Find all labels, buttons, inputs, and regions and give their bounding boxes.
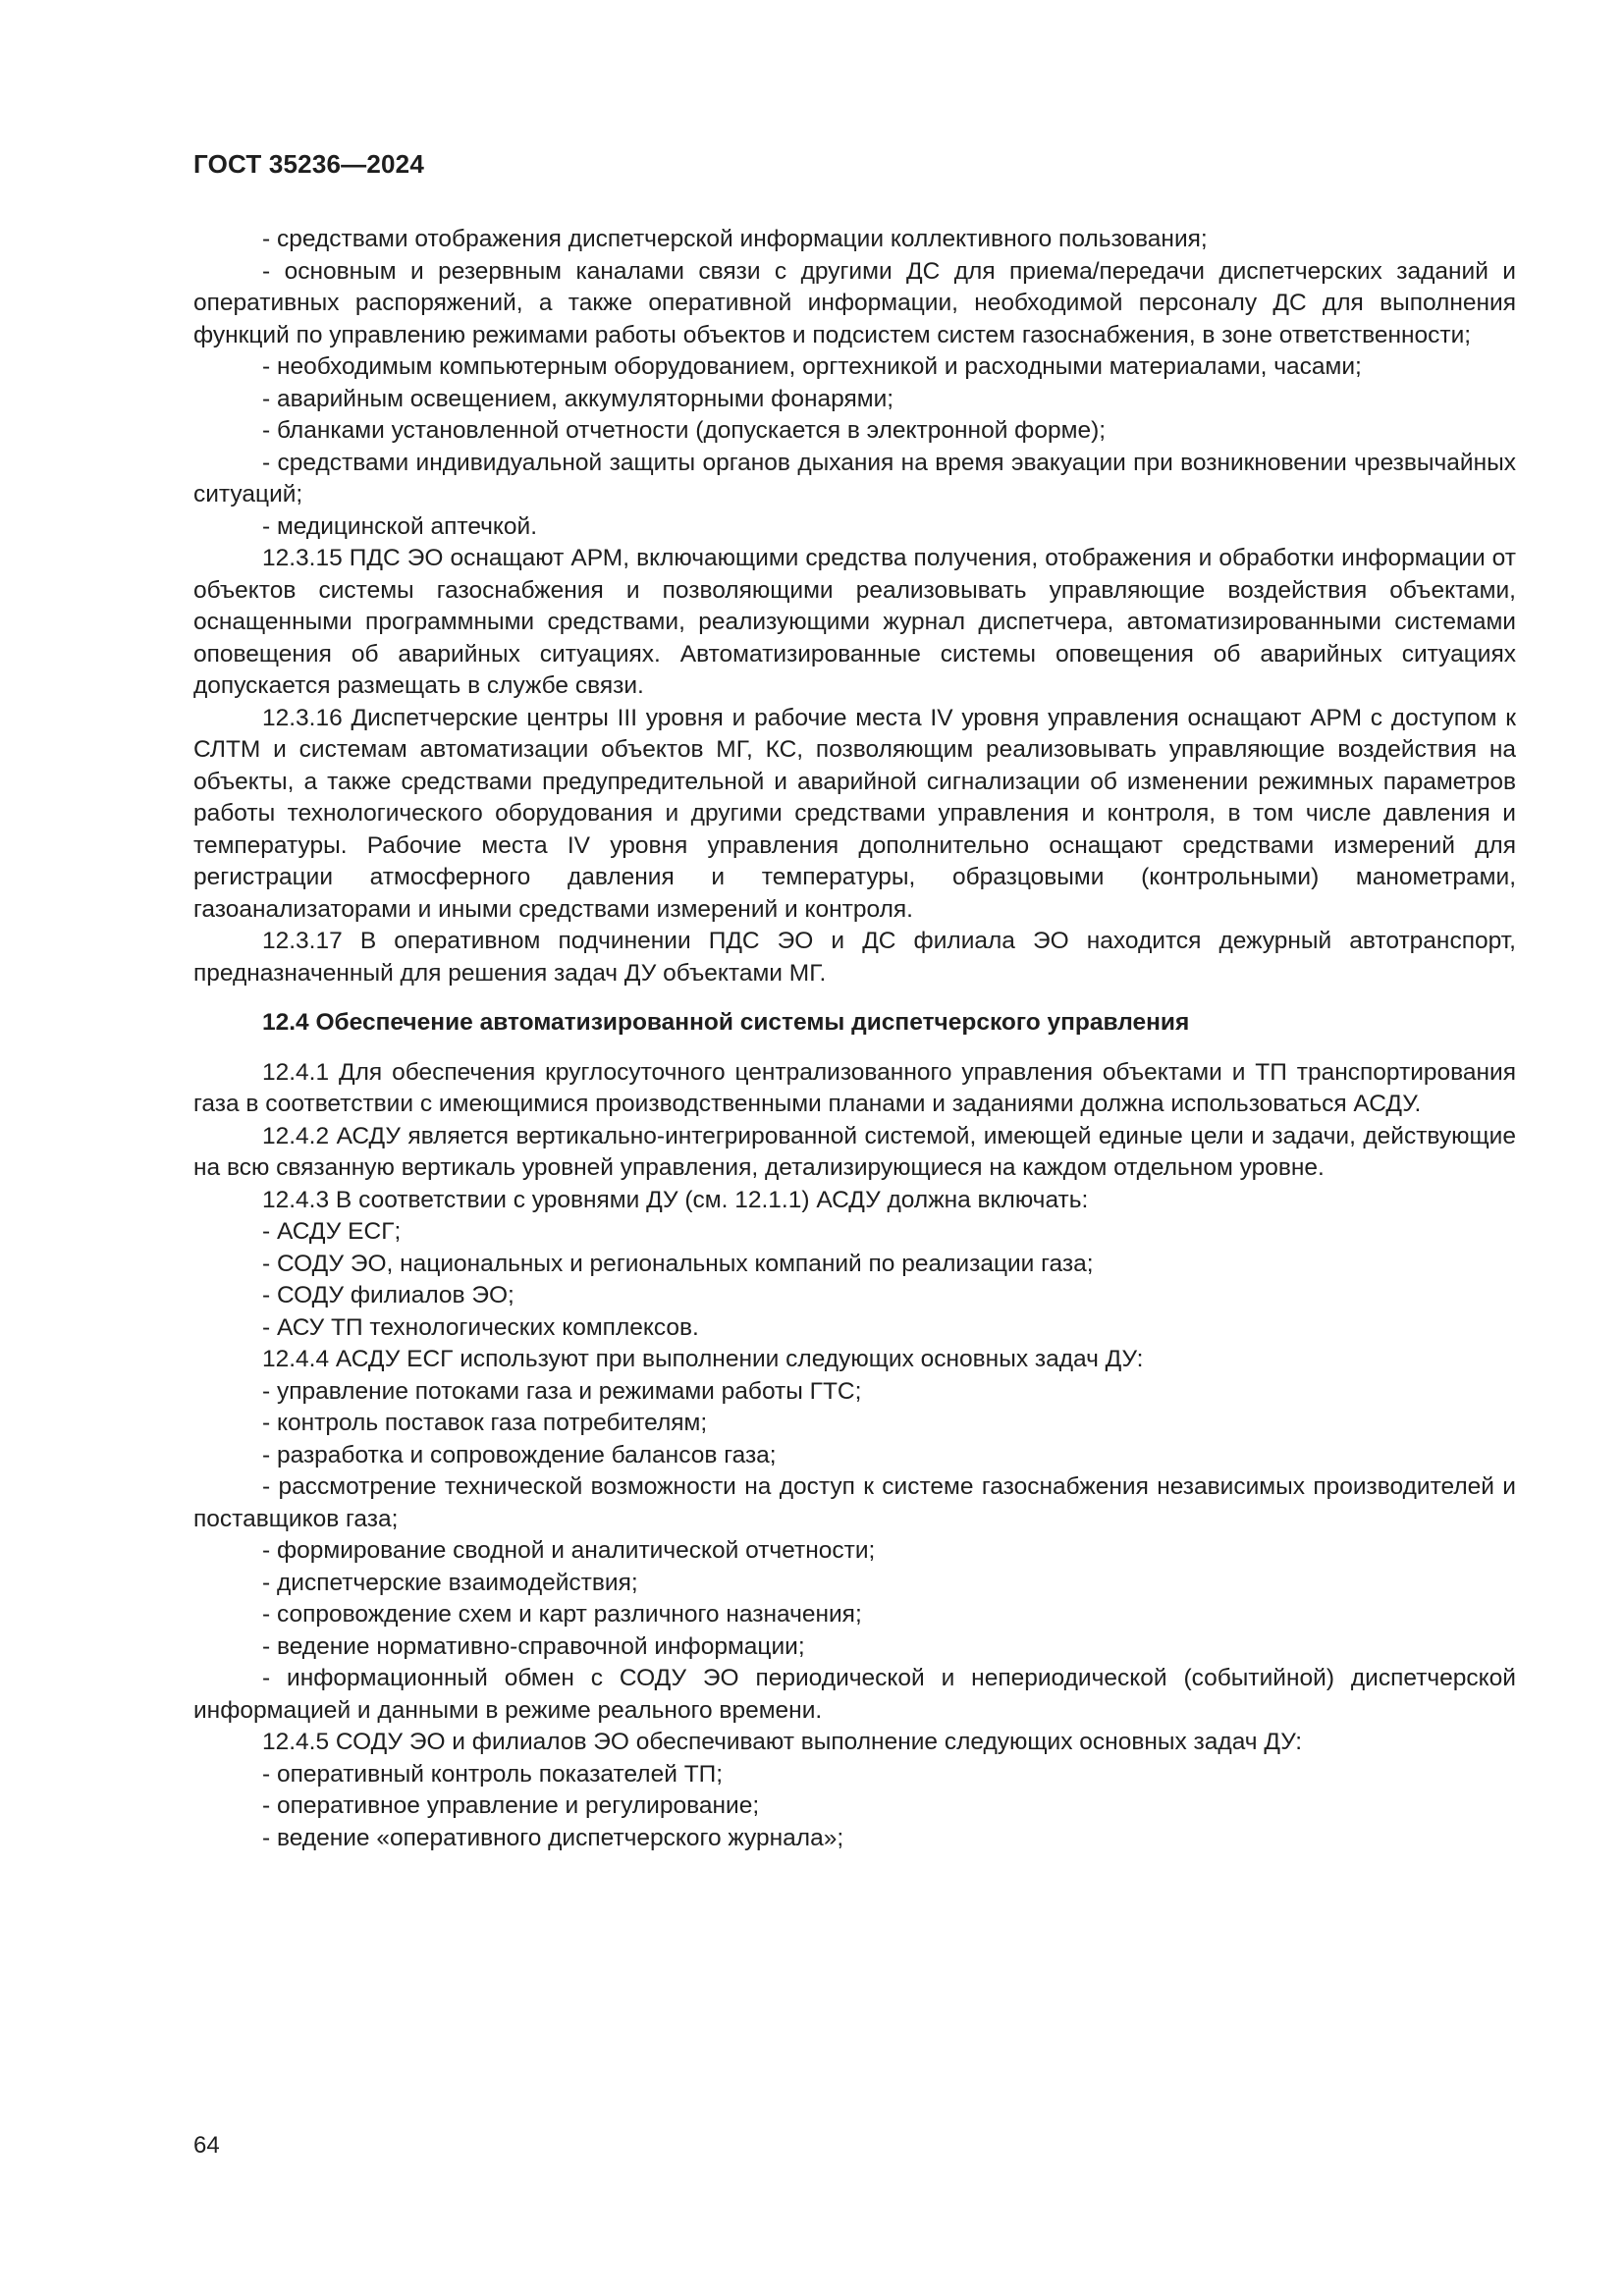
list-item: - ведение нормативно-справочной информации;: [262, 1632, 805, 1660]
list-item: - СОДУ ЭО, национальных и региональных компаний по реализации газа;: [262, 1250, 1094, 1277]
paragraph: - средствами индивидуальной защиты органов дыхания на время эвакуации при возникновении чрезвычайных ситуаций;: [193, 449, 1516, 507]
paragraph: - медицинской аптечкой.: [262, 512, 538, 540]
paragraph: - средствами отображения диспетчерской информации коллективного пользования;: [262, 226, 1208, 252]
list-item: - СОДУ филиалов ЭО;: [262, 1282, 514, 1308]
paragraph: - основным и резервным каналами связи с другими ДС для приема/передачи диспетчерских заданий и оперативных распоряжений, а также оперативной информации, необходимой персоналу ДС для выполнения функций по управлению режимами работы объектов и подсистем систем газоснабжения, в зоне ответственности;: [193, 257, 1516, 348]
paragraph: 12.3.15 ПДС ЭО оснащают АРМ, включающими средства получения, отображения и обработки информации от объектов системы газоснабжения и позволяющими реализовывать управляющие воздействия объектами, оснащенными программными средствами, реализующими журнал диспетчера, автоматизированными системами оповещения об аварийных ситуациях. Автоматизированные системы оповещения об аварийных ситуациях допускается размещать в службе связи.: [193, 545, 1516, 699]
list-item: - сопровождение схем и карт различного назначения;: [262, 1601, 862, 1628]
paragraph: - бланками установленной отчетности (допускается в электронной форме);: [262, 417, 1107, 444]
page-body: [193, 224, 1516, 1854]
document-header: ГОСТ 35236—2024: [193, 149, 424, 179]
list-item: - разработка и сопровождение балансов газа;: [262, 1441, 777, 1468]
page-number: 64: [193, 2132, 220, 2159]
paragraph: 12.3.16 Диспетчерские центры III уровня и рабочие места IV уровня управления оснащают АРМ с доступом к СЛТМ и системам автоматизации объектов МГ, КС, позволяющим реализовывать управляющие воздействия на объекты, а также средствами предупредительной и аварийной сигнализации об изменении режимных параметров работы технологического оборудования и другими средствами управления и контроля, в том числе давления и температуры. Рабочие места IV уровня управления дополнительно оснащают средствами измерений для регистрации атмосферного давления и температуры, образцовыми (контрольными) манометрами, газоанализаторами и иными средствами измерений и контроля.: [193, 704, 1516, 923]
list-item: - ведение «оперативного диспетчерского журнала»;: [262, 1824, 844, 1851]
paragraph: 12.4.3 В соответствии с уровнями ДУ (см. 12.1.1) АСДУ должна включать:: [262, 1186, 1089, 1213]
paragraph: - необходимым компьютерным оборудованием, оргтехникой и расходными материалами, часами;: [262, 353, 1362, 380]
list-item: - оперативное управление и регулирование;: [262, 1792, 760, 1819]
list-item: - АСДУ ЕСГ;: [262, 1218, 402, 1245]
paragraph: - аварийным освещением, аккумуляторными фонарями;: [262, 385, 894, 412]
paragraph: 12.4.4 АСДУ ЕСГ используют при выполнении следующих основных задач ДУ:: [262, 1346, 1144, 1372]
paragraph: 12.4.5 СОДУ ЭО и филиалов ЭО обеспечивают выполнение следующих основных задач ДУ:: [262, 1729, 1303, 1755]
list-item: - контроль поставок газа потребителям;: [262, 1410, 708, 1436]
list-item: - формирование сводной и аналитической отчетности;: [262, 1537, 876, 1564]
section-heading: 12.4 Обеспечение автоматизированной системы диспетчерского управления: [262, 1009, 1190, 1036]
list-item: - диспетчерские взаимодействия;: [262, 1569, 638, 1596]
list-item: - управление потоками газа и режимами работы ГТС;: [262, 1377, 862, 1405]
list-item: - АСУ ТП технологических комплексов.: [262, 1313, 699, 1341]
paragraph: 12.4.1 Для обеспечения круглосуточного централизованного управления объектами и ТП транспортирования газа в соответствии с имеющимися производственными планами и заданиями должна использоваться АСДУ.: [193, 1058, 1516, 1117]
list-item: - рассмотрение технической возможности на доступ к системе газоснабжения независимых производителей и поставщиков газа;: [193, 1473, 1516, 1532]
paragraph: 12.3.17 В оперативном подчинении ПДС ЭО и ДС филиала ЭО находится дежурный автотранспорт, предназначенный для решения задач ДУ объектами МГ.: [193, 928, 1516, 987]
paragraph: 12.4.2 АСДУ является вертикально-интегрированной системой, имеющей единые цели и задачи, действующие на всю связанную вертикаль уровней управления, детализирующиеся на каждом отдельном уровне.: [193, 1122, 1516, 1181]
list-item: - информационный обмен с СОДУ ЭО периодической и непериодической (событийной) диспетчерской информацией и данными в режиме реального времени.: [193, 1665, 1516, 1724]
list-item: - оперативный контроль показателей ТП;: [262, 1760, 724, 1788]
